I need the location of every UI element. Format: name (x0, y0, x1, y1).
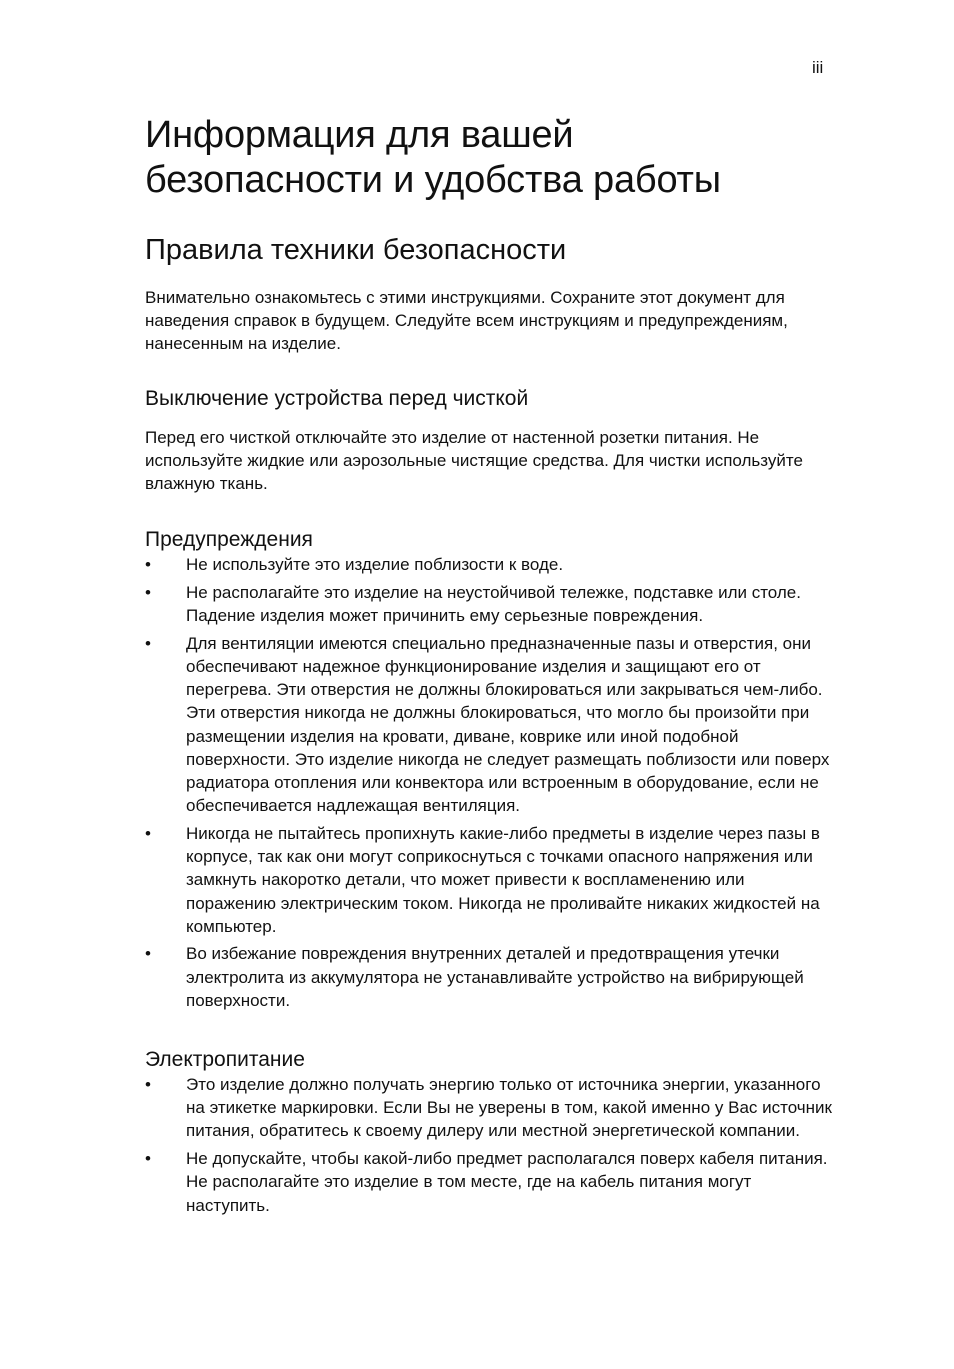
page-title-line-2: безопасности и удобства работы (145, 159, 721, 201)
list-item-text: Для вентиляции имеются специально предназначенные пазы и отверстия, они обеспечивают надежное функционирование изделия и защищают его от перегрева. Эти отверстия не должны блокироваться или закрываться чем-либо. Эти отверстия никогда не должны блокироваться, что могло бы произойти при размещении изделия на кровати, диване, коврике или иной подобной поверхности. Это изделие никогда не следует размещать поблизости или поверх радиатора отопления или конвектора или встроенным в оборудование, если не обеспечивается надлежащая вентиляция. (186, 633, 830, 816)
bullet-icon: • (145, 823, 151, 843)
intro-paragraph: Внимательно ознакомьтесь с этими инструкциями. Сохраните этот документ для наведения справок в будущем. Следуйте всем инструкциям и предупреждениям, нанесенным на изделие. (145, 288, 788, 354)
bullet-icon: • (145, 582, 151, 602)
list-item (145, 1073, 835, 1143)
bullet-icon: • (145, 1149, 151, 1169)
section-title: Правила техники безопасности (145, 234, 567, 266)
page-number: iii (812, 58, 824, 77)
list-item (145, 822, 835, 938)
bullet-icon: • (145, 633, 151, 653)
warnings-heading: Предупреждения (145, 528, 313, 552)
list-item-text: Не располагайте это изделие на неустойчивой тележке, подставке или столе. Падение изделия может причинить ему серьезные повреждения. (186, 582, 801, 626)
list-item-text: Во избежание повреждения внутренних деталей и предотвращения утечки электролита из аккумулятора не устанавливайте устройство на вибрирующей поверхности. (186, 944, 804, 1010)
bullet-icon: • (145, 1075, 151, 1095)
page-title-line-1: Информация для вашей (145, 114, 574, 156)
power-list (145, 1073, 835, 1217)
cleaning-heading: Выключение устройства перед чисткой (145, 386, 529, 410)
list-item-text: Никогда не пытайтесь пропихнуть какие-либо предметы в изделие через пазы в корпусе, так как они могут соприкоснуться с точками опасного напряжения или замкнуть накоротко детали, что может привести к воспламенению или поражению электрическим током. Никогда не проливайте никаких жидкостей на компьютер. (186, 823, 820, 936)
list-item (145, 942, 835, 1012)
list-item (145, 1147, 835, 1217)
cleaning-paragraph: Перед его чисткой отключайте это изделие от настенной розетки питания. Не используйте жидкие или аэрозольные чистящие средства. Для чистки используйте влажную ткань. (145, 427, 803, 494)
list-item (145, 632, 835, 818)
bullet-icon: • (145, 555, 151, 575)
list-item-text: Не допускайте, чтобы какой-либо предмет располагался поверх кабеля питания. Не располагайте это изделие в том месте, где на кабель питания могут наступить. (186, 1149, 828, 1215)
list-item (145, 581, 835, 627)
bullet-icon: • (145, 944, 151, 964)
list-item-text: Это изделие должно получать энергию только от источника энергии, указанного на этикетке маркировки. Если Вы не уверены в том, какой именно у Вас источник питания, обратитесь к своему дилеру или местной энергетической компании. (186, 1075, 832, 1141)
warnings-list (145, 553, 835, 1012)
list-item-text: Не используйте это изделие поблизости к воде. (186, 555, 564, 575)
list-item (145, 553, 835, 576)
document-content (145, 113, 835, 1217)
page-title (145, 113, 835, 203)
power-heading: Электропитание (145, 1048, 305, 1072)
